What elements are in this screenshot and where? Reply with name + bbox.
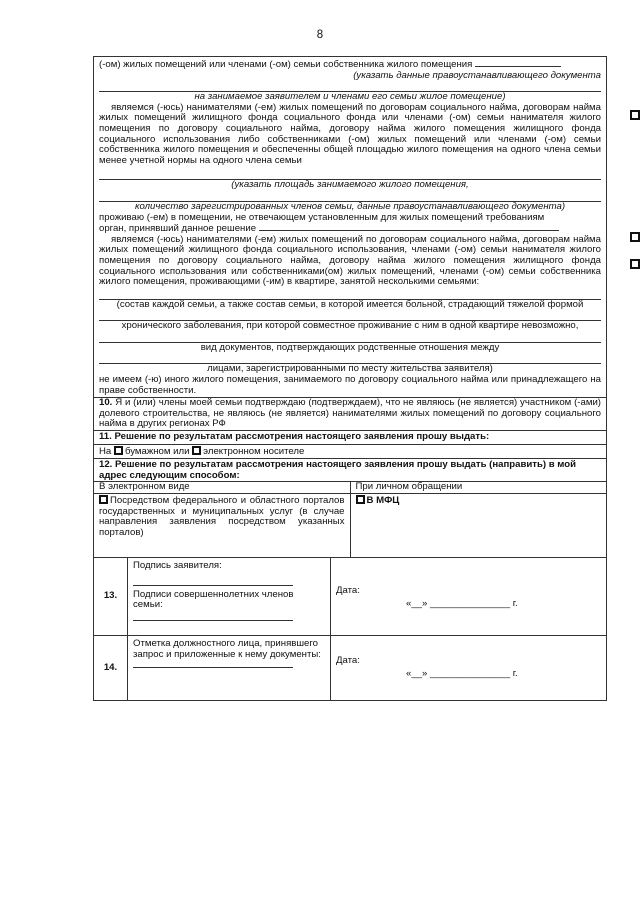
hint-kinship: вид документов, подтверждающих родственные отношения между: [200, 341, 500, 353]
decision-authority-line: орган, принявший данное решение: [94, 223, 606, 235]
section-12-title: 12. Решение по результатам рассмотрения настоящего заявления прошу выдать (направить) в мой адрес следующим способом:: [94, 459, 606, 482]
portal-option: Посредством федерального и областного порталов государственных и муниципальных услуг (в случае направления заявления посредством указанных порталов): [94, 494, 351, 557]
paragraph-tenants: являемся (-юсь) нанимателями (-ем) жилых помещений по договорам социального найма, договорам найма жилых помещений жилищного фонда социального фонда или членами (-ом) семьи нанимателя жилого помещения по договору социального найма, договору найма жилого помещения жилищного фонда социального использования либо собственниками (-ом) жилых помещений или членами (-ом) семьи собственника жилого помещения и обеспеченны общей площадью жилого помещения на одного члена семьи менее учетной нормы на одного члена семьи: [99, 101, 601, 166]
paper-checkbox[interactable]: [114, 446, 123, 455]
col-personal-header: При личном обращении: [355, 481, 463, 493]
application-form: [93, 56, 607, 701]
page-number: 8: [316, 29, 324, 41]
family-signatures-label: Подписи совершеннолетних членов семьи:: [133, 588, 294, 611]
hint-family-composition: (состав каждой семьи, а также состав семьи, в которой имеется больной, страдающий тяжелой формой: [116, 298, 584, 310]
hint-registered-persons: лицами, зарегистрированными по месту жительства заявителя): [207, 363, 493, 375]
row-14-number: 14.: [94, 636, 128, 700]
date-label: Дата:: [336, 585, 360, 596]
blank-line[interactable]: [99, 288, 601, 300]
official-signature-line[interactable]: [133, 660, 293, 668]
official-mark-label: Отметка должностного лица, принявшего запрос и приложенные к нему документы:: [133, 638, 321, 660]
applicant-signature-label: Подпись заявителя:: [133, 560, 222, 571]
housing-conditions-block: [94, 57, 606, 398]
blank-line[interactable]: [99, 166, 601, 180]
row-13-date: [331, 558, 606, 635]
signatures-table: [94, 558, 606, 700]
decision-authority-fill[interactable]: [259, 223, 559, 231]
date-field[interactable]: «__» _______________ г.: [406, 667, 518, 679]
hint-registered: количество зарегистрированных членов семьи, данные правоустанавливающего документа): [134, 200, 566, 212]
portal-checkbox[interactable]: [99, 495, 108, 504]
section-10: 10. Я и (или) члены моей семьи подтверждаю (подтверждаем), что не являюсь (не является) участником (-ами) долевого строительства, не являюсь (не является) нанимателями жилых помещений по договору социального найма в других регионах РФ: [94, 398, 606, 431]
margin-checkbox[interactable]: [630, 110, 640, 120]
mfc-checkbox[interactable]: [356, 495, 365, 504]
margin-checkbox[interactable]: [630, 232, 640, 242]
row-14: [94, 636, 606, 700]
row-14-official-mark: [128, 636, 331, 700]
col-electronic-header: В электронном виде: [94, 482, 351, 493]
paragraph-no-other-housing: не имеем (-ю) иного жилого помещения, занимаемого по договору социального найма или принадлежащего на праве собственности.: [99, 374, 601, 396]
paragraph-shared-flat: являемся (-юсь) нанимателями (-ем) жилых помещений по договорам социального найма, договорам найма жилых помещений жилищного фонда социального использования, членами (-ом) семьи нанимателя жилого помещения по договору социального найма, договору найма жилого помещения жилищного фонда социального использования или собственниками(ом) жилых помещений, членами (-ом) семьи собственника жилого помещения, проживающими (-им) в квартире, занятой несколькими семьями:: [99, 233, 601, 288]
applicant-signature-line[interactable]: [133, 572, 293, 586]
date-label: Дата:: [336, 655, 360, 666]
owner-fill[interactable]: [475, 59, 561, 67]
hint-document: (указать данные правоустанавливающего документа: [353, 69, 601, 81]
paragraph-unfit-premises: проживаю (-ем) в помещении, не отвечающем установленным для жилых помещений требованиям: [99, 211, 545, 223]
date-field[interactable]: «__» _______________ г.: [406, 597, 518, 609]
electronic-checkbox[interactable]: [192, 446, 201, 455]
section-11-title: 11. Решение по результатам рассмотрения настоящего заявления прошу выдать:: [94, 431, 606, 445]
family-signatures-line[interactable]: [133, 611, 293, 621]
section-12-options: [94, 494, 606, 558]
hint-area: (указать площадь занимаемого жилого помещения,: [231, 179, 469, 191]
section-11-options: На бумажном или электронном носителе: [94, 445, 606, 460]
row-13-signatures: [128, 558, 331, 635]
hint-premises: на занимаемое заявителем и членами его семьи жилое помещение): [194, 91, 506, 103]
mfc-option: В МФЦ: [351, 494, 607, 557]
hint-illness: хронического заболевания, при которой совместное проживание с ним в одной квартире невозможно,: [121, 320, 579, 332]
row-13: [94, 558, 606, 636]
margin-checkbox[interactable]: [630, 259, 640, 269]
row-13-number: 13.: [94, 558, 128, 635]
owner-line: (-ом) жилых помещений или членами (-ом) семьи собственника жилого помещения: [94, 57, 606, 71]
row-14-date: [331, 636, 606, 700]
section-12-headers: [94, 482, 606, 494]
